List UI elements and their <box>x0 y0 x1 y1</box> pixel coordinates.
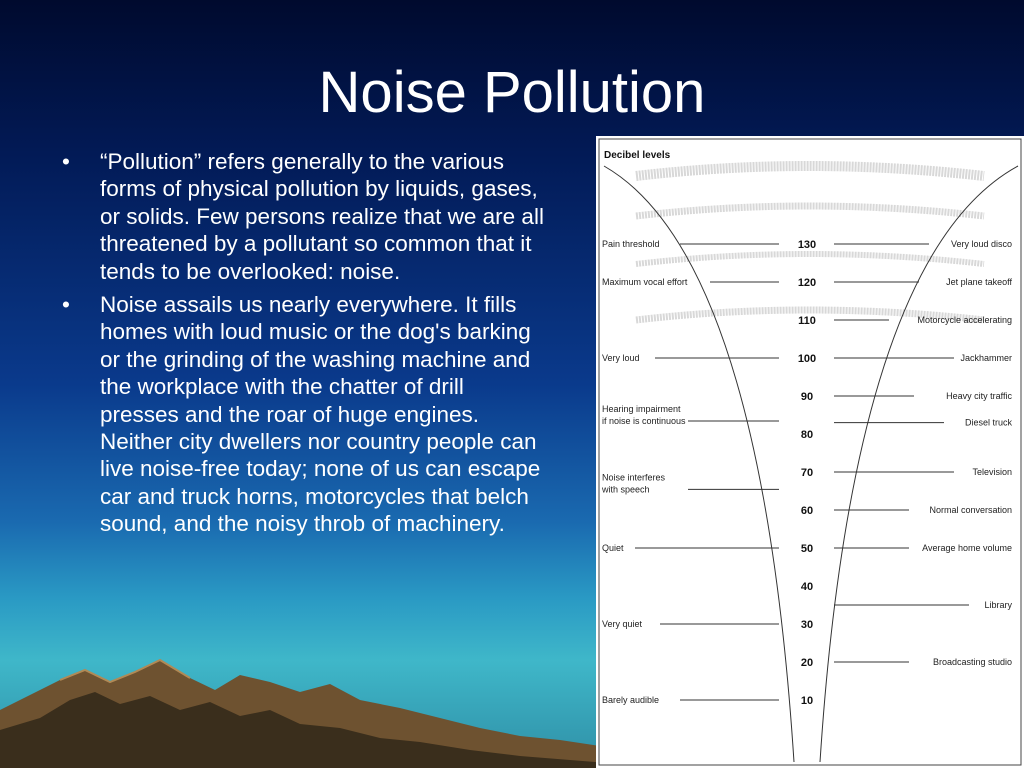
left-label-text: with speech <box>602 484 650 495</box>
right-label-text: Motorcycle accelerating <box>917 315 1012 325</box>
decibel-level-number: 90 <box>800 391 814 403</box>
left-label-text: Very loud <box>602 353 640 363</box>
decibel-level-number: 10 <box>800 695 814 707</box>
decibel-level-number: 80 <box>800 429 814 441</box>
right-label-text: Normal conversation <box>929 505 1012 515</box>
sound-wave-band <box>636 166 984 176</box>
decibel-level-number: 120 <box>797 277 817 289</box>
left-label-text: Very quiet <box>602 619 643 629</box>
bullet-item <box>58 148 548 285</box>
decibel-level-number: 100 <box>797 353 817 365</box>
bullet-list <box>58 148 548 544</box>
decibel-diagram <box>596 136 1024 768</box>
decibel-level-number: 130 <box>797 239 817 251</box>
decibel-level-number: 30 <box>800 619 814 631</box>
left-label-text: if noise is continuous <box>602 416 686 426</box>
decibel-figure <box>596 136 1024 768</box>
bullet-item <box>58 291 548 538</box>
bullet-icon: • <box>62 149 70 174</box>
bullet-text: Noise assails us nearly everywhere. It fills homes with loud music or the dog's barking or the grinding of the washing machine and the workplace with the chatter of drill presses and the roar of huge engines. Neither city dwellers nor country people can live noise-free today; none of us can escape car and truck horns, motorcycles that belch sound, and the noisy throb of machinery. <box>100 292 541 537</box>
left-label-text: Barely audible <box>602 695 660 705</box>
right-label-text: Library <box>984 600 1012 610</box>
bullet-icon: • <box>62 292 70 318</box>
decibel-level-number: 60 <box>800 505 814 517</box>
right-label-text: Broadcasting studio <box>932 657 1012 667</box>
decibel-level-number: 50 <box>800 543 814 555</box>
right-label-text: Jet plane takeoff <box>946 277 1012 287</box>
right-label-text: Television <box>972 467 1012 477</box>
right-label-text: Average home volume <box>922 543 1012 553</box>
right-label-text: Jackhammer <box>960 353 1012 363</box>
page-title: Noise Pollution <box>318 60 706 125</box>
decibel-level-number: 20 <box>800 657 814 669</box>
bullet-text: “Pollution” refers generally to the various forms of physical pollution by liquids, gases, or solids. Few persons realize that we are all threatened by a pollutant so common that it tends to be overlooked: noise. <box>100 149 544 284</box>
left-label-text: Maximum vocal effort <box>602 277 688 287</box>
left-label-text: Pain threshold <box>602 239 660 249</box>
right-label-text: Diesel truck <box>964 417 1012 428</box>
left-label-text: Quiet <box>602 543 624 553</box>
mountain-background <box>0 600 620 768</box>
figure-title: Decibel levels <box>604 150 671 161</box>
right-label-text: Heavy city traffic <box>946 391 1012 401</box>
right-label-text: Very loud disco <box>950 239 1012 249</box>
decibel-level-number: 110 <box>798 315 816 327</box>
left-label-text: Hearing impairment <box>602 404 681 414</box>
left-label-text: Noise interferes <box>602 472 666 483</box>
decibel-level-number: 40 <box>800 581 814 593</box>
figure-frame <box>599 139 1021 765</box>
decibel-level-number: 70 <box>800 467 814 479</box>
sound-wave-band <box>636 206 984 216</box>
